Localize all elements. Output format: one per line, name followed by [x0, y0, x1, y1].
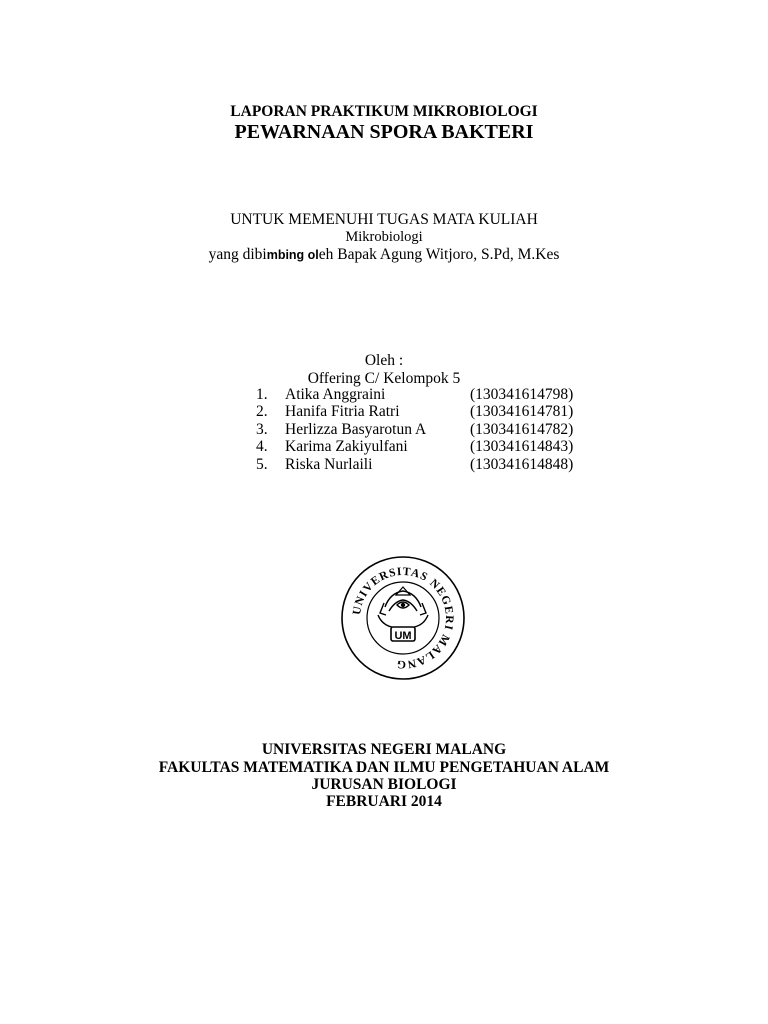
member-number: 5.: [256, 455, 268, 473]
seal-monogram: UM: [394, 630, 412, 642]
report-label: LAPORAN PRAKTIKUM MIKROBIOLOGI: [230, 103, 538, 120]
list-item: [0, 438, 768, 455]
member-id: (130341614798): [470, 386, 574, 403]
member-name: Atika Anggraini: [285, 386, 386, 403]
faculty-name: FAKULTAS MATEMATIKA DAN ILMU PENGETAHUAN ALAM: [158, 759, 610, 776]
university-name: UNIVERSITAS NEGERI MALANG: [261, 741, 507, 758]
seal-ring-text: UNIVERSITAS NEGERI MALANG: [350, 565, 456, 671]
member-name: Herlizza Basyarotun A: [285, 420, 427, 438]
member-name: Riska Nurlaili: [285, 455, 373, 473]
course-name: Mikrobiologi: [345, 229, 423, 245]
member-number: 1.: [256, 386, 268, 403]
member-id: (130341614781): [470, 403, 574, 421]
document-title: PEWARNAAN SPORA BAKTERI: [234, 121, 534, 143]
list-item: [0, 456, 768, 473]
supervisor-prefix: yang dibi: [208, 246, 267, 263]
member-id: (130341614848): [470, 455, 574, 473]
supervisor-line: [0, 246, 768, 264]
member-number: 4.: [256, 438, 268, 456]
group-label: Offering C/ Kelompok 5: [307, 370, 461, 387]
supervisor-suffix: eh Bapak Agung Witjoro, S.Pd, M.Kes: [318, 246, 560, 263]
member-name: Karima Zakiyulfani: [285, 438, 408, 456]
member-number: 3.: [256, 420, 268, 438]
university-seal-icon: [340, 555, 466, 681]
list-item: [0, 386, 768, 403]
list-item: [0, 421, 768, 438]
purpose-line: UNTUK MEMENUHI TUGAS MATA KULIAH: [230, 211, 538, 228]
member-id: (130341614843): [470, 438, 574, 456]
list-item: [0, 403, 768, 420]
member-id: (130341614782): [470, 420, 574, 438]
member-name: Hanifa Fitria Ratri: [285, 403, 400, 421]
member-list: [0, 386, 768, 473]
department-name: JURUSAN BIOLOGI: [311, 776, 457, 793]
document-date: FEBRUARI 2014: [326, 793, 442, 810]
by-label: Oleh :: [364, 352, 404, 369]
member-number: 2.: [256, 403, 268, 421]
supervisor-inline: mbing ol: [266, 248, 319, 262]
